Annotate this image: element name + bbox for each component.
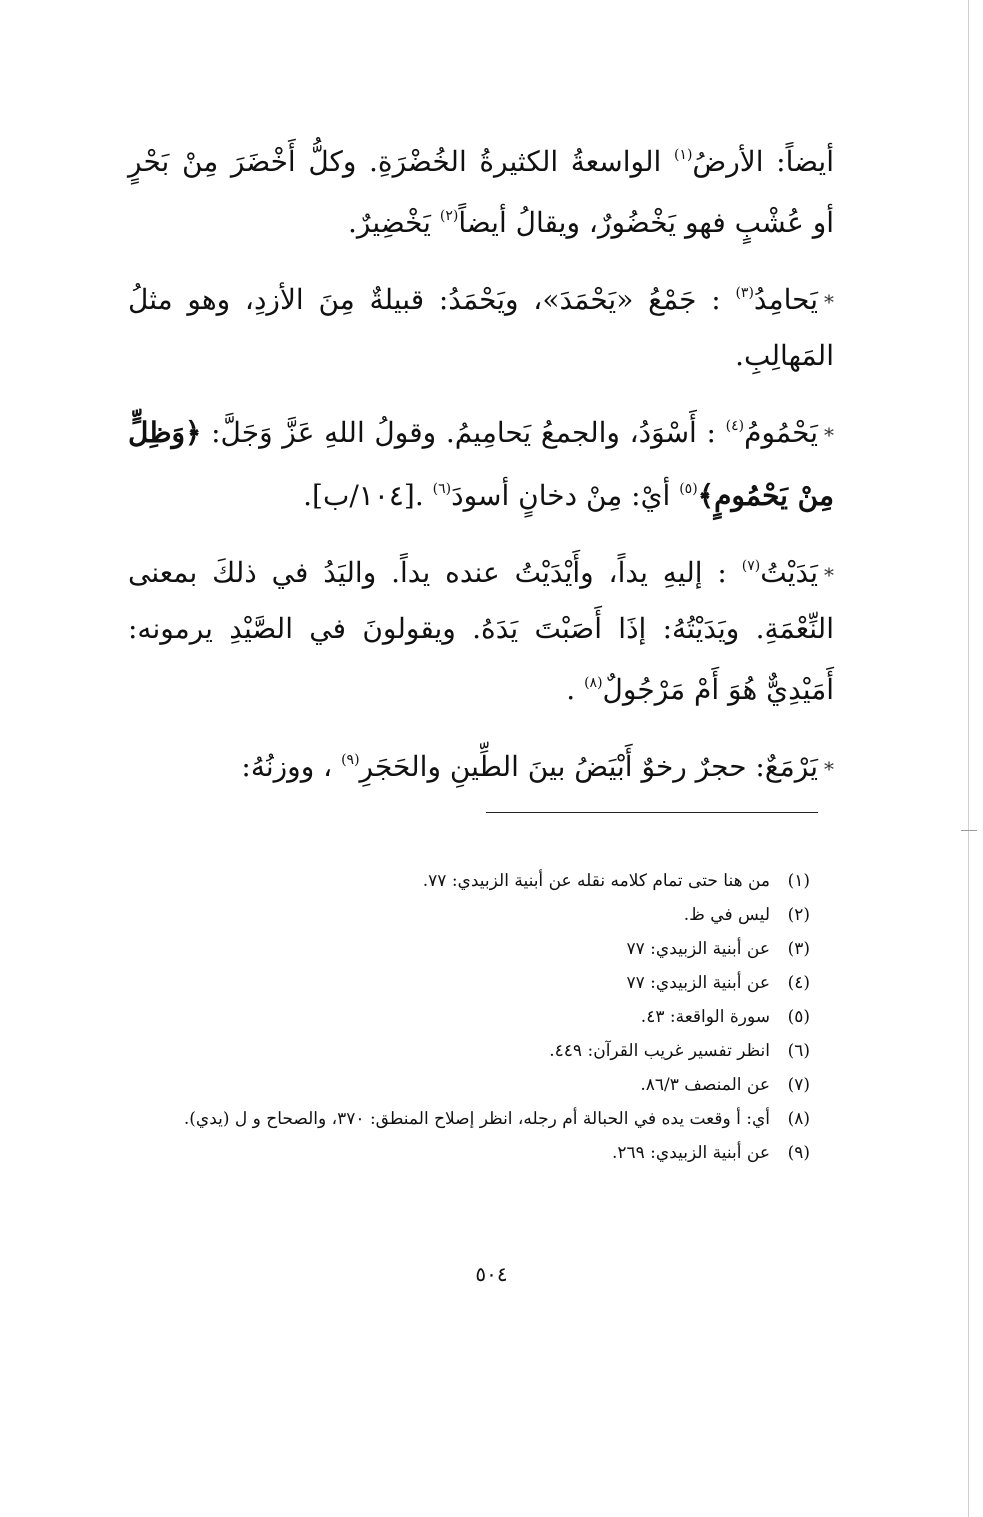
footnote-ref: (٨) bbox=[584, 675, 603, 691]
footnote-item bbox=[118, 1102, 810, 1136]
footnote-number: (٤) bbox=[787, 973, 810, 993]
footnote-text: عن المنصف ٨٦/٣. bbox=[640, 1075, 770, 1095]
quran-quote: ﴿وَظِلٍّ مِنْ يَحْمُومٍ﴾ bbox=[128, 416, 834, 512]
text-segment: : جَمْعُ «يَحْمَدَ»، ويَحْمَدُ: قبيلةٌ مِنَ الأزدِ، وهو مثلُ المَهالِبِ. bbox=[128, 283, 834, 372]
footnote-item bbox=[118, 1068, 810, 1102]
footnote-text: ليس في ظ. bbox=[683, 905, 770, 925]
footnote-number: (٢) bbox=[787, 905, 810, 925]
footnote-divider bbox=[486, 812, 818, 813]
entry-paragraph bbox=[128, 733, 834, 796]
footnote-item bbox=[118, 1136, 810, 1170]
entry-paragraph bbox=[128, 266, 834, 383]
footnote-number: (٣) bbox=[787, 939, 810, 959]
footnote-number: (٧) bbox=[787, 1075, 810, 1095]
footnote-text: سورة الواقعة: ٤٣. bbox=[640, 1007, 770, 1027]
footnote-number: (١) bbox=[787, 871, 810, 891]
footnote-number: (٨) bbox=[787, 1109, 810, 1129]
footnote-number: (٩) bbox=[787, 1143, 810, 1163]
footnotes bbox=[118, 864, 810, 1170]
footnote-ref: (٢) bbox=[439, 208, 459, 224]
entry-marker: * bbox=[824, 757, 834, 781]
text-segment: يَرْمَعٌ: حجرٌ رخوٌ أَبْيَضُ بينَ الطِّينِ والحَجَرِ bbox=[359, 750, 818, 783]
footnote-ref: (٦) bbox=[432, 481, 452, 497]
footnote-item bbox=[118, 932, 810, 966]
text-segment: .[١٠٤/ب]. bbox=[303, 479, 433, 512]
scan-edge-line bbox=[968, 0, 969, 1517]
page-number: ٥٠٤ bbox=[475, 1262, 508, 1286]
footnote-text: عن أبنية الزبيدي: ٧٧ bbox=[626, 973, 770, 993]
footnote-number: (٦) bbox=[787, 1041, 810, 1061]
footnote-item bbox=[118, 966, 810, 1000]
footnote-item bbox=[118, 864, 810, 898]
footnote-ref: (٤) bbox=[725, 418, 745, 434]
scan-edge-tick bbox=[961, 830, 977, 831]
text-segment: : أَسْوَدُ، والجمعُ يَحامِيمُ. وقولُ اللهِ عَزَّ وَجَلَّ: bbox=[201, 416, 726, 449]
entry-marker: * bbox=[824, 290, 834, 314]
footnote-item bbox=[118, 898, 810, 932]
footnote-number: (٥) bbox=[787, 1007, 810, 1027]
text-segment: يَدَيْتُ bbox=[760, 556, 818, 589]
text-segment: : إليهِ يداً، وأَيْدَيْتُ عنده يداً. واليَدُ في ذلكَ بمعنى النِّعْمَةِ. ويَدَيْتُهُ: إذَا أَصَبْتَ يَدَهُ. ويقولونَ في الصَّيْدِ يرمونه: أَمَيْدِيٌّ هُوَ أَمْ مَرْجُولٌ bbox=[128, 556, 834, 706]
footnote-ref: (٥) bbox=[679, 481, 698, 497]
entry-paragraph bbox=[128, 539, 834, 717]
entry-paragraph bbox=[128, 399, 834, 523]
text-segment: يَحامِدُ bbox=[753, 283, 818, 316]
entry-marker: * bbox=[824, 563, 834, 587]
entry-paragraph bbox=[128, 128, 834, 250]
text-segment: أيْ: مِنْ دخانٍ أسودَ bbox=[451, 479, 680, 512]
footnote-text: أي: أ وقعت يده في الحبالة أم رجله، انظر إصلاح المنطق: ٣٧٠، والصحاح و ل (يدي). bbox=[183, 1109, 770, 1129]
footnote-text: من هنا حتى تمام كلامه نقله عن أبنية الزبيدي: ٧٧. bbox=[422, 871, 770, 891]
main-text bbox=[128, 128, 834, 812]
footnote-item bbox=[118, 1000, 810, 1034]
footnote-ref: (٩) bbox=[341, 752, 360, 768]
entry-marker: * bbox=[824, 423, 834, 447]
text-segment: يَخْضِيرٌ. bbox=[348, 206, 440, 239]
footnote-item bbox=[118, 1034, 810, 1068]
text-segment: ، ووزنُهُ: bbox=[241, 750, 342, 783]
footnote-text: انظر تفسير غريب القرآن: ٤٤٩. bbox=[549, 1041, 770, 1061]
text-segment: . bbox=[566, 673, 585, 706]
footnote-ref: (١) bbox=[673, 147, 693, 163]
footnote-ref: (٣) bbox=[735, 285, 754, 301]
text-segment: أيضاً: الأرضُ bbox=[692, 145, 834, 178]
footnote-text: عن أبنية الزبيدي: ٢٦٩. bbox=[611, 1143, 770, 1163]
text-segment: الواسعةُ الكثيرةُ الخُضْرَةِ. وكلُّ أَخْضَرَ مِنْ بَحْرٍ أو عُشْبٍ فهو يَخْضُورٌ، ويقالُ أيضاً bbox=[128, 145, 834, 239]
footnote-ref: (٧) bbox=[741, 558, 761, 574]
text-segment: يَحْمُومُ bbox=[744, 416, 818, 449]
footnote-text: عن أبنية الزبيدي: ٧٧ bbox=[626, 939, 770, 959]
